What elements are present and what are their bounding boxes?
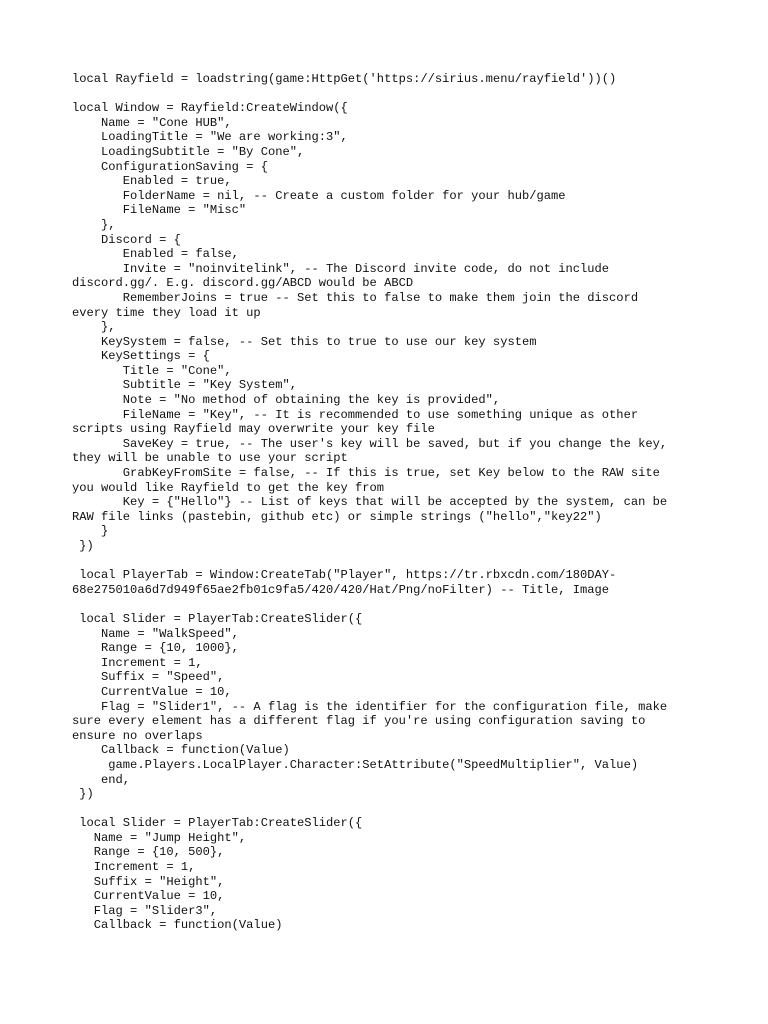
code-line: Flag = "Slider1", -- A flag is the identifier for the configuration file, make <box>72 699 668 714</box>
code-line: local PlayerTab = Window:CreateTab("Player", https://tr.rbxcdn.com/180DAY- <box>72 568 617 583</box>
code-line: every time they load it up <box>72 305 261 320</box>
code-line: LoadingTitle = "We are working:3", <box>72 130 348 145</box>
code-line: SaveKey = true, -- The user's key will be saved, but if you change the key, <box>72 436 668 451</box>
code-line: local Window = Rayfield:CreateWindow({ <box>72 101 348 116</box>
code-block <box>72 72 702 933</box>
code-line: Flag = "Slider3", <box>72 903 218 918</box>
code-line: CurrentValue = 10, <box>72 684 232 699</box>
code-line: Name = "Cone HUB", <box>72 115 232 130</box>
code-line: } <box>72 524 109 539</box>
code-line: they will be unable to use your script <box>72 451 348 466</box>
code-line: local Slider = PlayerTab:CreateSlider({ <box>72 611 363 626</box>
code-line: Subtitle = "Key System", <box>72 378 297 393</box>
code-line: Discord = { <box>72 232 181 247</box>
code-line: scripts using Rayfield may overwrite your key file <box>72 422 435 437</box>
code-line: KeySettings = { <box>72 349 210 364</box>
code-line: local Slider = PlayerTab:CreateSlider({ <box>72 816 363 831</box>
code-line: Enabled = true, <box>72 174 232 189</box>
code-line: }) <box>72 539 94 553</box>
code-line: Increment = 1, <box>72 655 203 670</box>
code-line: RememberJoins = true -- Set this to false to make them join the discord <box>72 290 639 305</box>
code-line: 68e275010a6d7d949f65ae2fb01c9fa5/420/420/Hat/Png/noFilter) -- Title, Image <box>72 582 610 597</box>
code-line: FileName = "Misc" <box>72 203 247 218</box>
code-line: local Rayfield = loadstring(game:HttpGet('https://sirius.menu/rayfield'))() <box>72 72 617 86</box>
code-line: Suffix = "Height", <box>72 874 225 889</box>
code-line: FileName = "Key", -- It is recommended to use something unique as other <box>72 407 639 422</box>
code-line: ensure no overlaps <box>72 728 203 743</box>
code-line: Increment = 1, <box>72 860 196 875</box>
code-line: CurrentValue = 10, <box>72 889 225 904</box>
code-line <box>72 597 702 612</box>
code-line <box>72 87 702 102</box>
code-line: discord.gg/. E.g. discord.gg/ABCD would be ABCD <box>72 276 414 291</box>
code-line: Range = {10, 500}, <box>72 845 225 860</box>
code-line <box>72 802 702 817</box>
code-line: RAW file links (pastebin, github etc) or simple strings ("hello","key22") <box>72 509 602 524</box>
code-line: Range = {10, 1000}, <box>72 641 239 656</box>
code-line: LoadingSubtitle = "By Cone", <box>72 144 305 159</box>
code-line: KeySystem = false, -- Set this to true to use our key system <box>72 334 537 349</box>
code-line: Name = "Jump Height", <box>72 830 247 845</box>
code-line: Suffix = "Speed", <box>72 670 225 685</box>
code-line: }) <box>72 787 94 802</box>
code-line: you would like Rayfield to get the key from <box>72 480 385 495</box>
code-line: Key = {"Hello"} -- List of keys that will be accepted by the system, can be <box>72 495 668 510</box>
code-line: }, <box>72 320 116 335</box>
code-line: GrabKeyFromSite = false, -- If this is true, set Key below to the RAW site <box>72 466 660 481</box>
code-line: game.Players.LocalPlayer.Character:SetAttribute("SpeedMultiplier", Value) <box>72 757 639 772</box>
code-line: Note = "No method of obtaining the key is provided", <box>72 393 501 408</box>
code-line: Invite = "noinvitelink", -- The Discord invite code, do not include <box>72 261 610 276</box>
code-line: ConfigurationSaving = { <box>72 159 268 174</box>
code-line: }, <box>72 217 116 232</box>
code-line: FolderName = nil, -- Create a custom folder for your hub/game <box>72 188 566 203</box>
code-line: Enabled = false, <box>72 247 239 262</box>
code-line: Title = "Cone", <box>72 363 232 378</box>
code-line: Name = "WalkSpeed", <box>72 626 239 641</box>
code-line <box>72 554 702 569</box>
code-line: Callback = function(Value) <box>72 743 290 758</box>
code-line: sure every element has a different flag if you're using configuration saving to <box>72 714 646 729</box>
code-line: Callback = function(Value) <box>72 918 283 933</box>
code-line: end, <box>72 772 131 787</box>
